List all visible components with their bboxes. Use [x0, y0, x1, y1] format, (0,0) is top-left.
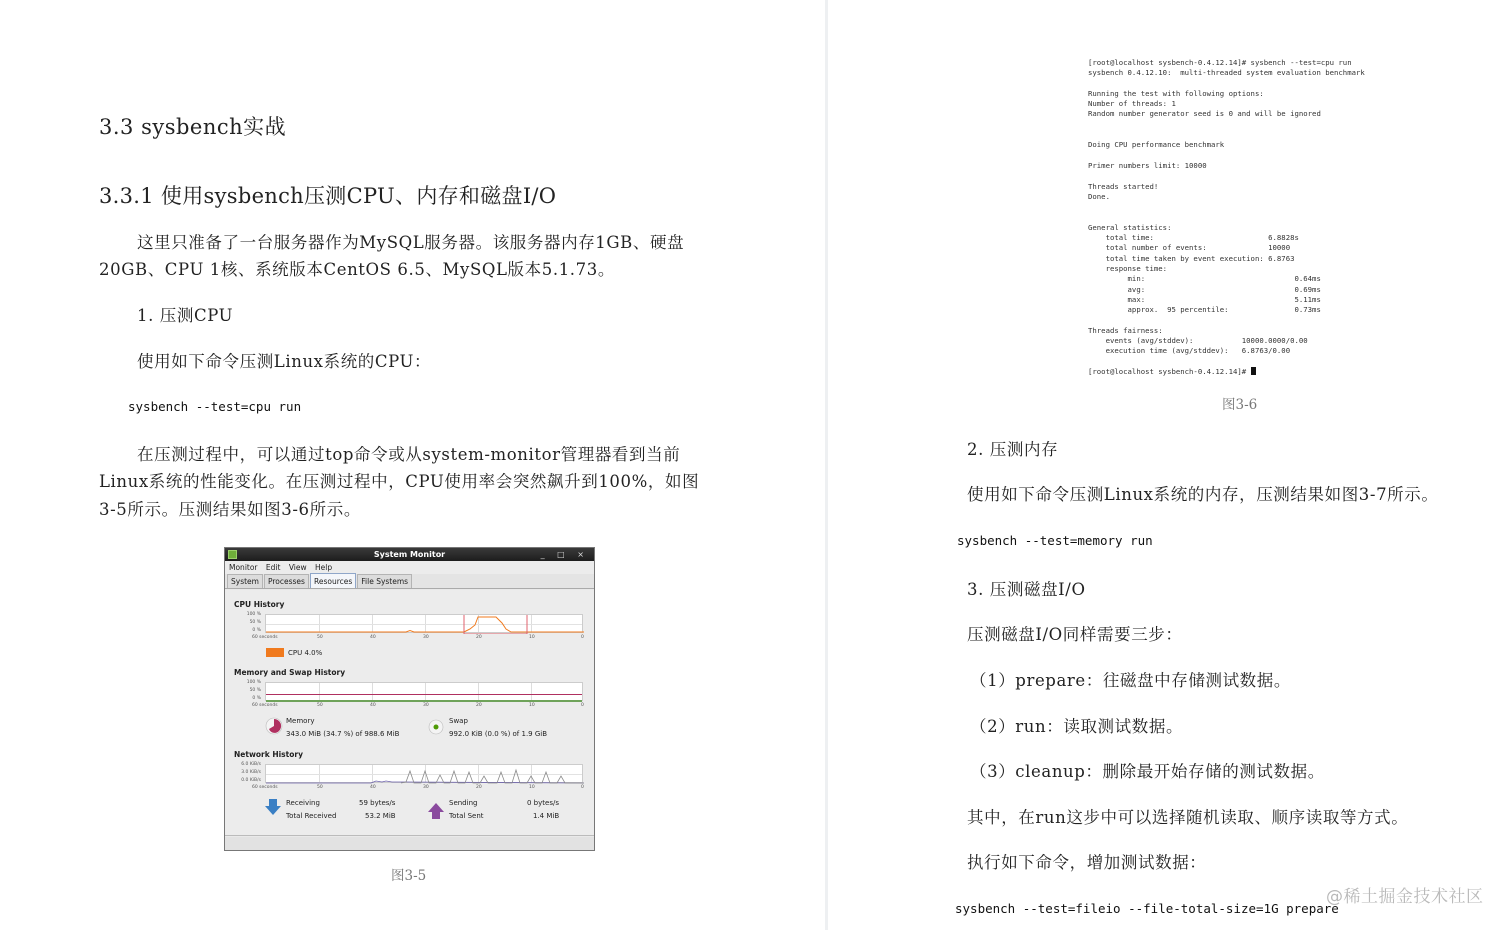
terminal-line: avg: 0.69ms [1088, 284, 1321, 294]
terminal-line: response time: [1088, 263, 1168, 273]
network-line-chart [266, 765, 584, 784]
terminal-line: Threads fairness: [1088, 325, 1163, 335]
watermark: @稀土掘金技术社区 [1326, 887, 1484, 907]
cpu-history-graph [265, 614, 583, 633]
x-axis-label: 40 [370, 635, 376, 640]
upload-arrow-icon [428, 802, 444, 820]
menu-bar [225, 561, 594, 574]
menu-help: Help [315, 563, 333, 572]
terminal-line: approx. 95 percentile: 0.73ms [1088, 305, 1321, 315]
cpu-line-chart [266, 615, 584, 634]
sending-label: Sending [449, 799, 478, 807]
menu-monitor: Monitor [229, 563, 258, 572]
cpu-legend [288, 649, 322, 657]
terminal-line: [root@localhost sysbench-0.4.12.14]# sysbench --test=cpu run [1088, 58, 1352, 67]
memory-y-label: 0 % [252, 696, 261, 701]
terminal-line: events (avg/stddev): 10000.0000/0.00 [1088, 336, 1308, 346]
x-axis-label: 10 [529, 785, 535, 790]
memory-label: Memory [286, 717, 315, 725]
terminal-line: total time taken by event execution: 6.8763 [1088, 253, 1295, 263]
total-sent-label: Total Sent [449, 812, 484, 820]
terminal-line: Number of threads: 1 [1088, 99, 1176, 109]
tab-system: System [227, 574, 263, 588]
window-title-bar [225, 548, 594, 561]
menu-edit: Edit [265, 563, 281, 572]
terminal-line: sysbench 0.4.12.10: multi-threaded system evaluation benchmark [1088, 68, 1365, 78]
cpu-legend-label: CPU [288, 649, 303, 657]
terminal-line: Doing CPU performance benchmark [1088, 140, 1225, 150]
monitor-paragraph-line-1: 在压测过程中，可以通过top命令或从system-monitor管理器看到当前 [137, 445, 681, 464]
memory-value: 343.0 MiB (34.7 %) of 988.6 MiB [286, 730, 400, 738]
total-received-value: 53.2 MiB [365, 812, 396, 820]
monitor-paragraph-line-2: Linux系统的性能变化。在压测过程中，CPU使用率会突然飙升到100%，如图 [99, 472, 700, 491]
cpu-y-label: 0 % [252, 628, 261, 633]
terminal-line: max: 5.11ms [1088, 294, 1321, 304]
total-sent-value: 1.4 MiB [533, 812, 560, 820]
swap-label: Swap [449, 717, 468, 725]
tab-resources: Resources [310, 573, 356, 588]
tab-file-systems: File Systems [357, 574, 412, 588]
x-axis-label: 10 [529, 703, 535, 708]
network-history-graph [265, 764, 583, 783]
x-axis-label: 30 [423, 703, 429, 708]
x-axis-label: 60 seconds [252, 635, 278, 640]
item1-text: 使用如下命令压测Linux系统的CPU： [137, 352, 432, 371]
tab-processes: Processes [264, 574, 309, 588]
cpu-history-title: CPU History [234, 600, 285, 609]
memory-history-graph [265, 682, 583, 701]
section-heading: 3.3 sysbench实战 [99, 115, 287, 139]
total-received-label: Total Received [286, 812, 337, 820]
x-axis-label: 0 [581, 635, 584, 640]
step-run: （2）run：读取测试数据。 [970, 717, 1184, 736]
x-axis-label: 20 [476, 635, 482, 640]
x-axis-label: 20 [476, 785, 482, 790]
run-note: 其中，在run这步中可以选择随机读取、顺序读取等方式。 [967, 808, 1409, 827]
tab-bar [225, 574, 594, 589]
subsection-heading: 3.3.1 使用sysbench压测CPU、内存和磁盘I/O [99, 184, 557, 208]
item2-text: 使用如下命令压测Linux系统的内存，压测结果如图3-7所示。 [967, 485, 1439, 504]
sending-rate: 0 bytes/s [527, 799, 559, 807]
receiving-label: Receiving [286, 799, 320, 807]
x-axis-label: 40 [370, 785, 376, 790]
figure-caption-3-6: 图3-6 [1222, 397, 1258, 413]
x-axis-label: 60 seconds [252, 703, 278, 708]
item3-intro: 压测磁盘I/O同样需要三步： [967, 625, 1183, 644]
status-bar [225, 837, 594, 851]
terminal-line: Running the test with following options: [1088, 88, 1264, 98]
memory-y-label: 50 % [249, 688, 261, 693]
memory-pie-icon [265, 717, 283, 735]
terminal-line: execution time (avg/stddev): 6.8763/0.00 [1088, 346, 1291, 356]
intro-paragraph-line-1: 这里只准备了一台服务器作为MySQL服务器。该服务器内存1GB、硬盘 [137, 233, 685, 252]
cpu-y-label: 100 % [246, 612, 261, 617]
terminal-line: Done. [1088, 191, 1110, 201]
x-axis-label: 60 seconds [252, 785, 278, 790]
menu-view: View [288, 563, 307, 572]
receiving-rate: 59 bytes/s [359, 799, 396, 807]
app-icon [228, 550, 237, 559]
x-axis-label: 50 [317, 703, 323, 708]
terminal-line: min: 0.64ms [1088, 274, 1321, 284]
terminal-line: General statistics: [1088, 222, 1172, 232]
terminal-prompt: [root@localhost sysbench-0.4.12.14]# [1088, 366, 1251, 376]
terminal-cursor [1251, 367, 1256, 375]
cpu-y-label: 50 % [249, 620, 261, 625]
swap-value: 992.0 KiB (0.0 %) of 1.9 GiB [449, 730, 548, 738]
swap-pie-icon [428, 719, 444, 735]
cpu-legend-value: 4.0% [304, 649, 323, 657]
terminal-line: total time: 6.8828s [1088, 233, 1299, 243]
network-y-label: 3.0 KiB/s [241, 770, 261, 775]
network-history-title: Network History [234, 750, 303, 759]
x-axis-label: 10 [529, 635, 535, 640]
x-axis-label: 20 [476, 703, 482, 708]
resources-panel [225, 590, 594, 836]
x-axis-label: 50 [317, 635, 323, 640]
item2-heading: 2. 压测内存 [967, 440, 1059, 459]
cpu-command: sysbench --test=cpu run [128, 399, 302, 414]
terminal-line: Threads started! [1088, 181, 1159, 191]
window-title: System Monitor [373, 550, 446, 559]
figure-caption-3-5: 图3-5 [391, 868, 427, 884]
item1-heading: 1. 压测CPU [137, 306, 234, 325]
intro-paragraph-line-2: 20GB、CPU 1核、系统版本CentOS 6.5、MySQL版本5.1.73。 [99, 260, 615, 279]
window-controls-icon: _ □ × [540, 550, 589, 559]
network-y-label: 0.0 KiB/s [241, 778, 261, 783]
memory-history-title: Memory and Swap History [234, 668, 346, 677]
terminal-line: Primer numbers limit: 10000 [1088, 160, 1207, 170]
network-y-label: 6.0 KiB/s [241, 762, 261, 767]
x-axis-label: 0 [581, 703, 584, 708]
x-axis-label: 30 [423, 785, 429, 790]
exec-note: 执行如下命令，增加测试数据： [967, 853, 1207, 872]
x-axis-label: 30 [423, 635, 429, 640]
prepare-command: sysbench --test=fileio --file-total-size=1G prepare [955, 901, 1339, 916]
terminal-output [1088, 58, 1418, 377]
system-monitor-figure [224, 547, 595, 851]
x-axis-label: 0 [581, 785, 584, 790]
cpu-color-swatch [266, 648, 284, 657]
item3-heading: 3. 压测磁盘I/O [967, 580, 1086, 599]
download-arrow-icon [265, 798, 281, 816]
step-prepare: （1）prepare：往磁盘中存储测试数据。 [970, 671, 1291, 690]
monitor-paragraph-line-3: 3-5所示。压测结果如图3-6所示。 [99, 500, 361, 519]
x-axis-label: 50 [317, 785, 323, 790]
terminal-line: total number of events: 10000 [1088, 243, 1291, 253]
step-cleanup: （3）cleanup：删除最开始存储的测试数据。 [970, 762, 1325, 781]
terminal-line: Random number generator seed is 0 and will be ignored [1088, 109, 1321, 119]
memory-y-label: 100 % [246, 680, 261, 685]
x-axis-label: 40 [370, 703, 376, 708]
memory-command: sysbench --test=memory run [957, 533, 1153, 548]
